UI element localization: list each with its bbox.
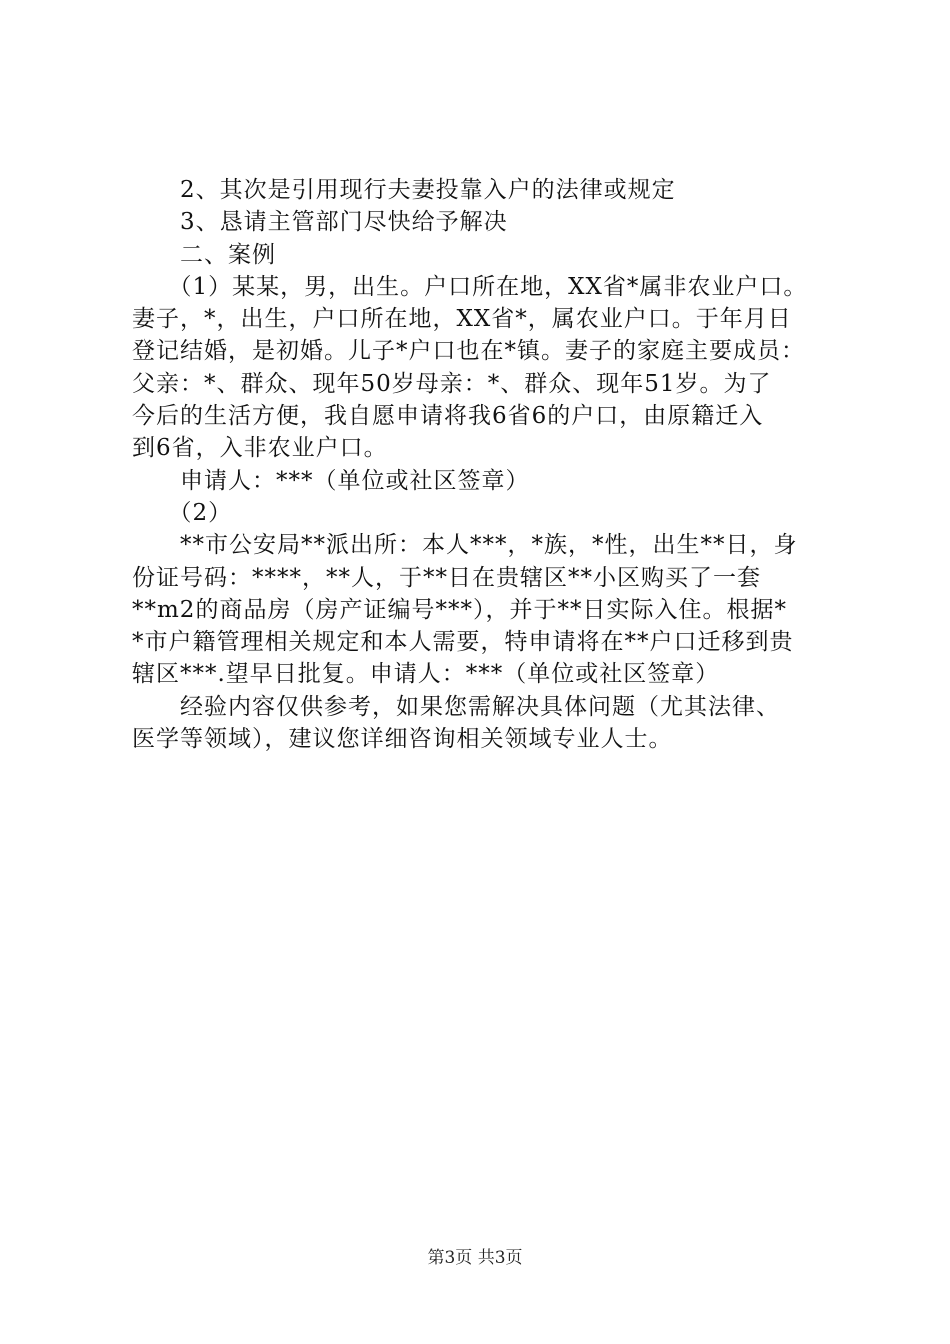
text-line: 今后的生活方便，我自愿申请将我6省6的户口，由原籍迁入 [132, 403, 764, 430]
text-line: 到6省，入非农业户口。 [132, 435, 388, 462]
text-line: 登记结婚，是初婚。儿子*户口也在*镇。妻子的家庭主要成员： [132, 338, 805, 365]
disclaimer-line: 经验内容仅供参考，如果您需解决具体问题（尤其法律、 [132, 693, 780, 720]
text-line: （1）某某，男，出生。户口所在地，XX省*属非农业户口。 [132, 273, 808, 300]
section-heading: 二、案例 [132, 241, 276, 268]
signature-line: 申请人：***（单位或社区签章） [132, 467, 530, 494]
text-line: 3、恳请主管部门尽快给予解决 [132, 209, 508, 236]
text-line: **m2的商品房（房产证编号***），并于**日实际入住。根据* [132, 596, 787, 623]
text-line: （2） [132, 499, 233, 526]
text-line: 份证号码：****，**人，于**日在贵辖区**小区购买了一套 [132, 564, 761, 591]
text-line: 2、其次是引用现行夫妻投靠入户的法律或规定 [132, 177, 676, 203]
text-line: 妻子，*，出生，户口所在地，XX省*，属农业户口。于年月日 [132, 306, 792, 333]
disclaimer-line: 医学等领域），建议您详细咨询相关领域专业人士。 [132, 726, 673, 753]
text-line: 辖区***.望早日批复。申请人：***（单位或社区签章） [132, 661, 720, 688]
page-number: 第3页 共3页 [427, 1248, 523, 1268]
text-line: **市公安局**派出所：本人***，*族，*性，出生**日，身 [132, 532, 798, 559]
text-line: *市户籍管理相关规定和本人需要，特申请将在**户口迁移到贵 [132, 629, 794, 656]
text-line: 父亲：*、群众、现年50岁母亲：*、群众、现年51岁。为了 [132, 370, 772, 397]
document-body [132, 174, 832, 755]
